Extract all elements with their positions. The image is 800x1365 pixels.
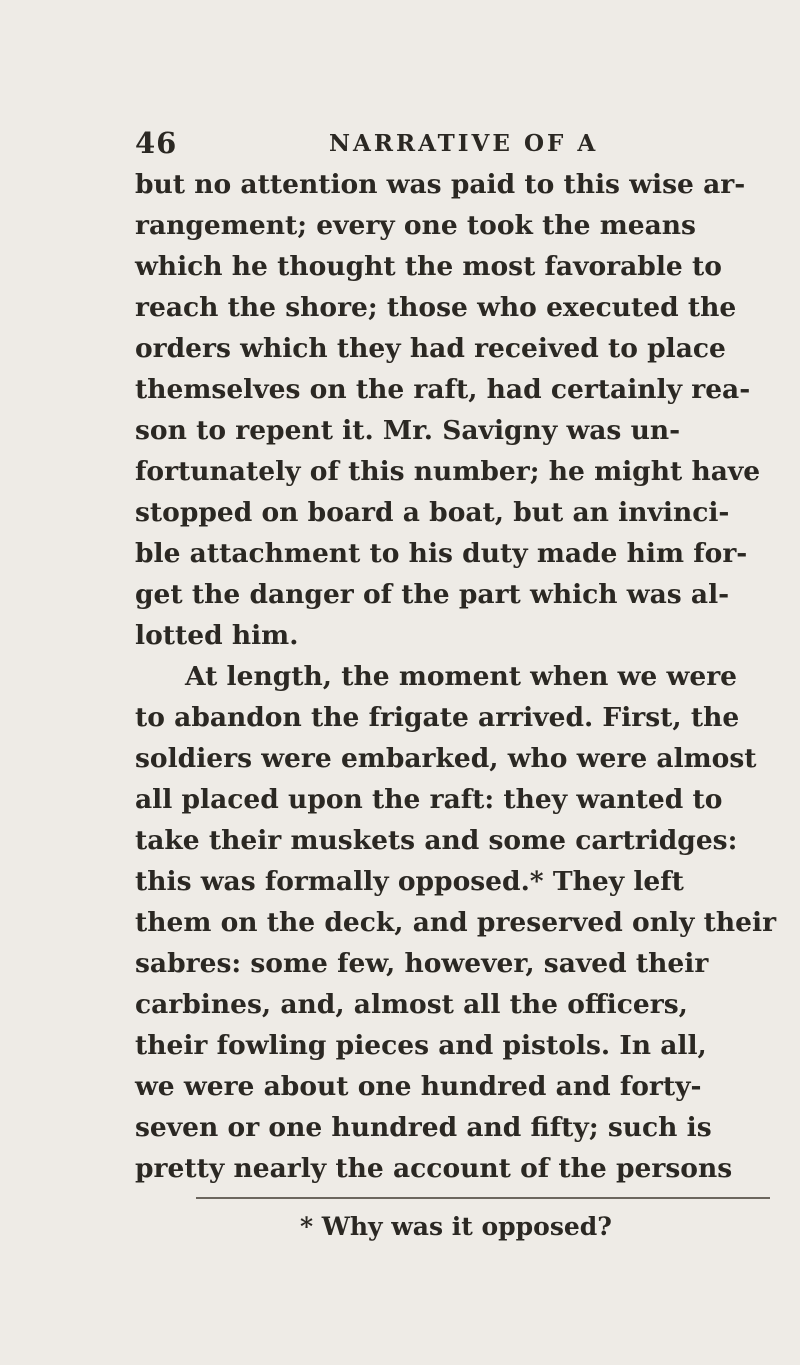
running-title: NARRATIVE OF A	[329, 130, 599, 157]
text-line: soldiers were embarked, who were almost	[135, 743, 757, 774]
text-line: their fowling pieces and pistols. In all,	[135, 1030, 707, 1061]
text-line: get the danger of the part which was al-	[135, 579, 730, 610]
text-line: this was formally opposed.* They left	[135, 866, 684, 897]
text-line: rangement; every one took the means	[135, 210, 696, 241]
text-line: themselves on the raft, had certainly rea-	[135, 374, 751, 405]
footnote: * Why was it opposed?	[300, 1212, 612, 1241]
text-line: pretty nearly the account of the persons	[135, 1153, 733, 1184]
text-line: seven or one hundred and fifty; such is	[135, 1112, 712, 1143]
text-line: take their muskets and some cartridges:	[135, 825, 738, 856]
text-line: all placed upon the raft: they wanted to	[135, 784, 723, 815]
text-line: them on the deck, and preserved only their	[135, 907, 777, 938]
text-line: lotted him.	[135, 620, 299, 651]
text-line: At length, the moment when we were	[185, 661, 738, 692]
text-line: we were about one hundred and forty-	[135, 1071, 702, 1102]
text-line: which he thought the most favorable to	[135, 251, 722, 282]
text-line: fortunately of this number; he might have	[135, 456, 761, 487]
text-line: sabres: some few, however, saved their	[135, 948, 709, 979]
footnote-rule	[196, 1197, 770, 1199]
text-line: to abandon the frigate arrived. First, the	[135, 702, 740, 733]
page-number: 46	[135, 126, 178, 160]
text-line: but no attention was paid to this wise ar-	[135, 169, 746, 200]
text-line: carbines, and, almost all the officers,	[135, 989, 688, 1020]
text-line: ble attachment to his duty made him for-	[135, 538, 748, 569]
text-line: son to repent it. Mr. Savigny was un-	[135, 415, 681, 446]
body-text	[135, 164, 777, 1189]
text-line: reach the shore; those who executed the	[135, 292, 737, 323]
text-line: stopped on board a boat, but an invinci-	[135, 497, 730, 528]
text-line: orders which they had received to place	[135, 333, 726, 364]
